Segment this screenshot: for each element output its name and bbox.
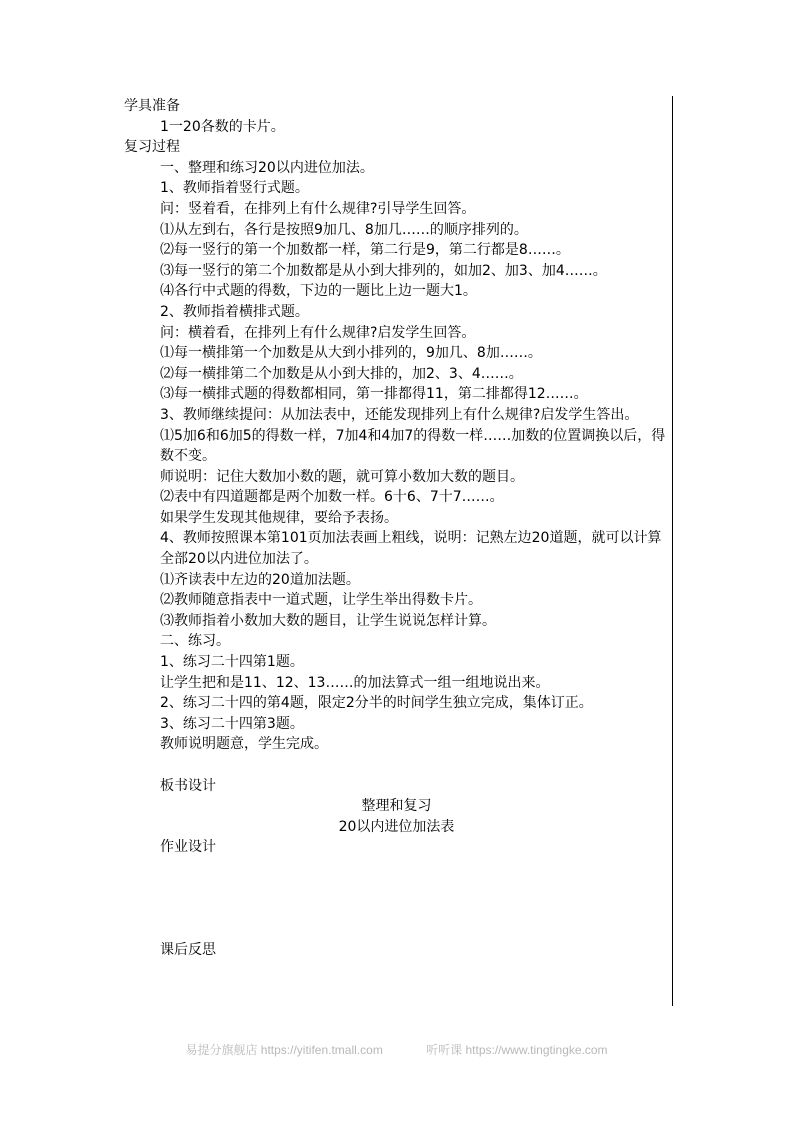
- exercise-2: 2、练习二十四的第4题，限定2分半的时间学生独立完成，集体订正。: [160, 695, 593, 712]
- vertical-rule-3: ⑶每一竖行的第二个加数都是从小到大排列的，如加2、加3、加4……。: [160, 262, 607, 279]
- exercise-3: 3、练习二十四第3题。: [160, 715, 304, 732]
- pattern-2: ⑵表中有四道题都是两个加数一样。6十6、7十7……。: [160, 489, 504, 506]
- review-part-one: 一、整理和练习20以内进位加法。: [160, 159, 374, 176]
- step-2: 2、教师指着横排式题。: [160, 303, 309, 320]
- teacher-explanation: 师说明：记住大数加小数的题，就可算小数加大数的题目。: [160, 468, 524, 485]
- board-design-heading: 板书设计: [160, 777, 216, 794]
- step-1: 1、教师指着竖行式题。: [160, 180, 309, 197]
- vertical-rule-1: ⑴从左到右，各行是按照9加几、8加几……的顺序排列的。: [160, 221, 528, 238]
- question-horizontal: 问：横着看，在排列上有什么规律?启发学生回答。: [160, 324, 476, 341]
- lesson-content: [124, 96, 669, 961]
- footer-watermark: [0, 1041, 793, 1058]
- blank-line: [124, 755, 669, 776]
- vertical-rule-4: ⑷各行中式题的得数，下边的一题比上边一题大1。: [160, 283, 477, 300]
- step-3: 3、教师继续提问：从加法表中，还能发现排列上有什么规律?启发学生答出。: [160, 406, 639, 423]
- materials-text: 1一20各数的卡片。: [160, 118, 285, 135]
- praise-note: 如果学生发现其他规律，要给予表扬。: [160, 509, 398, 526]
- blank-area: [124, 858, 669, 940]
- exercise-1: 1、练习二十四第1题。: [160, 654, 304, 671]
- footer-site-link[interactable]: 听听课 https://www.tingtingke.com: [426, 1043, 608, 1057]
- step-4-item-1: ⑴齐读表中左边的20道加法题。: [160, 571, 360, 588]
- step-4: 4、教师按照课本第101页加法表画上粗线，说明：记熟左边20道题，就可以计算全部20以内进位加法了。: [160, 530, 662, 568]
- exercise-1-detail: 让学生把和是11、12、13……的加法算式一组一组地说出来。: [160, 674, 550, 691]
- step-4-item-2: ⑵教师随意指表中一道式题，让学生举出得数卡片。: [160, 592, 482, 609]
- exercise-3-detail: 教师说明题意，学生完成。: [160, 736, 328, 753]
- vertical-rule-2: ⑵每一竖行的第一个加数都一样，第二行是9，第二行都是8……。: [160, 242, 570, 259]
- section-heading-review: 复习过程: [124, 139, 180, 156]
- horizontal-rule-3: ⑶每一横排式题的得数都相同，第一排都得11，第二排都得12……。: [160, 386, 588, 403]
- board-title: 整理和复习: [361, 798, 432, 815]
- footer-shop-link[interactable]: 易提分旗舰店 https://yitifen.tmall.com: [185, 1043, 383, 1057]
- practice-heading: 二、练习。: [160, 633, 230, 650]
- board-subtitle: 20以内进位加法表: [338, 818, 455, 835]
- pattern-1: ⑴5加6和6加5的得数一样，7加4和4加7的得数一样……加数的位置调换以后，得数不变。: [160, 427, 666, 465]
- question-vertical: 问：竖着看，在排列上有什么规律?引导学生回答。: [160, 200, 476, 217]
- homework-design-heading: 作业设计: [160, 839, 216, 856]
- horizontal-rule-1: ⑴每一横排第一个加数是从大到小排列的，9加几、8加……。: [160, 345, 542, 362]
- section-heading-materials: 学具准备: [124, 98, 180, 114]
- horizontal-rule-2: ⑵每一横排第二个加数是从小到大排的，加2、3、4……。: [160, 365, 523, 382]
- reflection-heading: 课后反思: [160, 941, 216, 958]
- step-4-item-3: ⑶教师指着小数加大数的题目，让学生说说怎样计算。: [160, 612, 496, 629]
- table-right-border: [672, 96, 673, 1006]
